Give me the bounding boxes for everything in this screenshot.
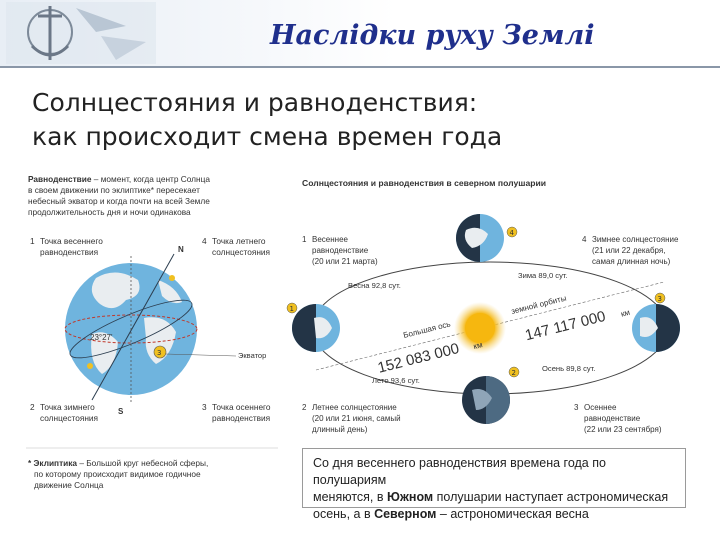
main-heading-line-2: как происходит смена времен года [32, 122, 503, 151]
footnote-line-1 [28, 458, 208, 468]
season-autumn: Осень 89,8 сут. [542, 364, 596, 373]
slide-title: Наслідки руху Землі [270, 20, 595, 51]
note-line-2-end: полушарии наступает астрономическая [433, 490, 669, 504]
point-4-line-1: Точка летнего [212, 236, 266, 246]
point-2-line-2: солнцестояния [40, 413, 99, 423]
orbit-label-1 [302, 235, 378, 266]
orbit-label-3-line-3: (22 или 23 сентября) [584, 425, 662, 434]
note-line-1: Со дня весеннего равноденствия времена года по полушариям [313, 456, 606, 487]
definition-line-3: небесный экватор и когда почти на всей Земле [28, 196, 210, 206]
globe-diagram [65, 254, 236, 404]
earth-right [632, 304, 680, 352]
note-line-3-end: – астрономическая весна [436, 507, 589, 521]
orbit-label-2 [302, 403, 401, 434]
season-spring: Весна 92,8 сут. [348, 281, 401, 290]
globe-north-label: N [178, 245, 184, 254]
globe-marker-3-number: 3 [157, 349, 162, 357]
season-winter: Зима 89,0 сут. [518, 271, 568, 280]
earth-top [456, 214, 504, 262]
distance-near-unit: км [619, 307, 631, 319]
earth-left [289, 304, 340, 352]
ecliptic-footnote [28, 458, 208, 490]
orbit-label-3-line-2: равноденствие [584, 414, 641, 423]
anchor-compass-logo [6, 2, 156, 64]
point-3-number: 3 [202, 402, 207, 412]
definition-text-1: – момент, когда центр Солнца [91, 174, 210, 184]
header-divider [0, 66, 720, 68]
orbit-label-2-line-3: длинный день) [312, 425, 368, 434]
note-line-2 [313, 489, 675, 506]
orbit-label-2-number: 2 [302, 403, 307, 412]
orbit-label-1-line-1: Весеннее [312, 235, 348, 244]
orbit-label-1-number: 1 [302, 235, 307, 244]
point-3-label [202, 402, 271, 423]
footnote-line-2: по которому происходит видимое годичное [34, 469, 201, 479]
orbit-label-4-number: 4 [582, 235, 587, 244]
equinox-definition [28, 174, 210, 217]
orbit-label-1-line-3: (20 или 21 марта) [312, 257, 378, 266]
orbit-marker-3: 3 [657, 295, 662, 303]
note-line-3-start: осень, а в [313, 507, 375, 521]
point-3-line-1: Точка осеннего [212, 402, 271, 412]
definition-term: Равноденствие [28, 174, 92, 184]
footnote-text-1: – Большой круг небесной сферы, [77, 458, 209, 468]
note-line-2-start: меняются, в [313, 490, 387, 504]
orbit-label-4-line-1: Зимнее солнцестояние [592, 235, 679, 244]
definition-line-4: продолжительность дня и ночи одинакова [28, 207, 191, 217]
distance-near-value: 147 117 000 [523, 307, 608, 345]
point-3-line-2: равноденствия [212, 413, 271, 423]
point-1-label [30, 236, 103, 257]
orbit-marker-4: 4 [509, 229, 514, 237]
season-summer: Лето 93,6 сут. [372, 376, 420, 385]
orbit-panel-title: Солнцестояния и равноденствия в северном полушарии [302, 178, 547, 188]
point-4-number: 4 [202, 236, 207, 246]
point-1-number: 1 [30, 236, 35, 246]
globe-south-label: S [118, 407, 124, 416]
orbit-label-4 [582, 235, 679, 266]
globe-equator-label: Экватор [238, 351, 267, 360]
globe-angle-label: 23°27' [90, 333, 113, 342]
distance-far-unit: км [472, 340, 484, 352]
earth-bottom [462, 376, 510, 424]
point-1-line-2: равноденствия [40, 247, 99, 257]
footnote-line-3: движение Солнца [34, 480, 104, 490]
note-south-word: Южном [386, 490, 434, 504]
orbit-axis-label: земной орбиты [510, 293, 568, 316]
orbit-marker-2: 2 [511, 369, 516, 377]
point-2-number: 2 [30, 402, 35, 412]
note-line-3 [313, 506, 675, 523]
hemisphere-note [302, 448, 686, 521]
point-2-line-1: Точка зимнего [40, 402, 95, 412]
definition-line-1 [28, 174, 210, 184]
orbit-label-2-line-2: (20 или 21 июня, самый [312, 414, 401, 423]
major-axis-label: Большая ось [402, 319, 452, 340]
point-1-line-1: Точка весеннего [40, 236, 103, 246]
orbit-label-4-line-3: самая длинная ночь) [592, 257, 671, 266]
footnote-term: * Эклиптика [28, 458, 78, 468]
definition-line-2: в своем движении по эклиптике* пересекает [28, 185, 200, 195]
point-4-line-2: солнцестояния [212, 247, 271, 257]
point-4-label [202, 236, 270, 257]
orbit-label-3 [574, 403, 662, 434]
orbit-label-3-number: 3 [574, 403, 579, 412]
main-heading-line-1: Солнцестояния и равноденствия: [32, 88, 478, 117]
point-2-label [30, 402, 98, 423]
orbit-label-4-line-2: (21 или 22 декабря, [592, 246, 666, 255]
note-north-word: Северном [374, 507, 437, 521]
orbit-label-1-line-2: равноденствие [312, 246, 369, 255]
main-heading [32, 86, 502, 154]
orbit-marker-1: 1 [289, 305, 294, 313]
orbit-label-2-line-1: Летнее солнцестояние [312, 403, 397, 412]
orbit-label-3-line-1: Осеннее [584, 403, 617, 412]
distance-far-value: 152 083 000 [375, 340, 461, 377]
